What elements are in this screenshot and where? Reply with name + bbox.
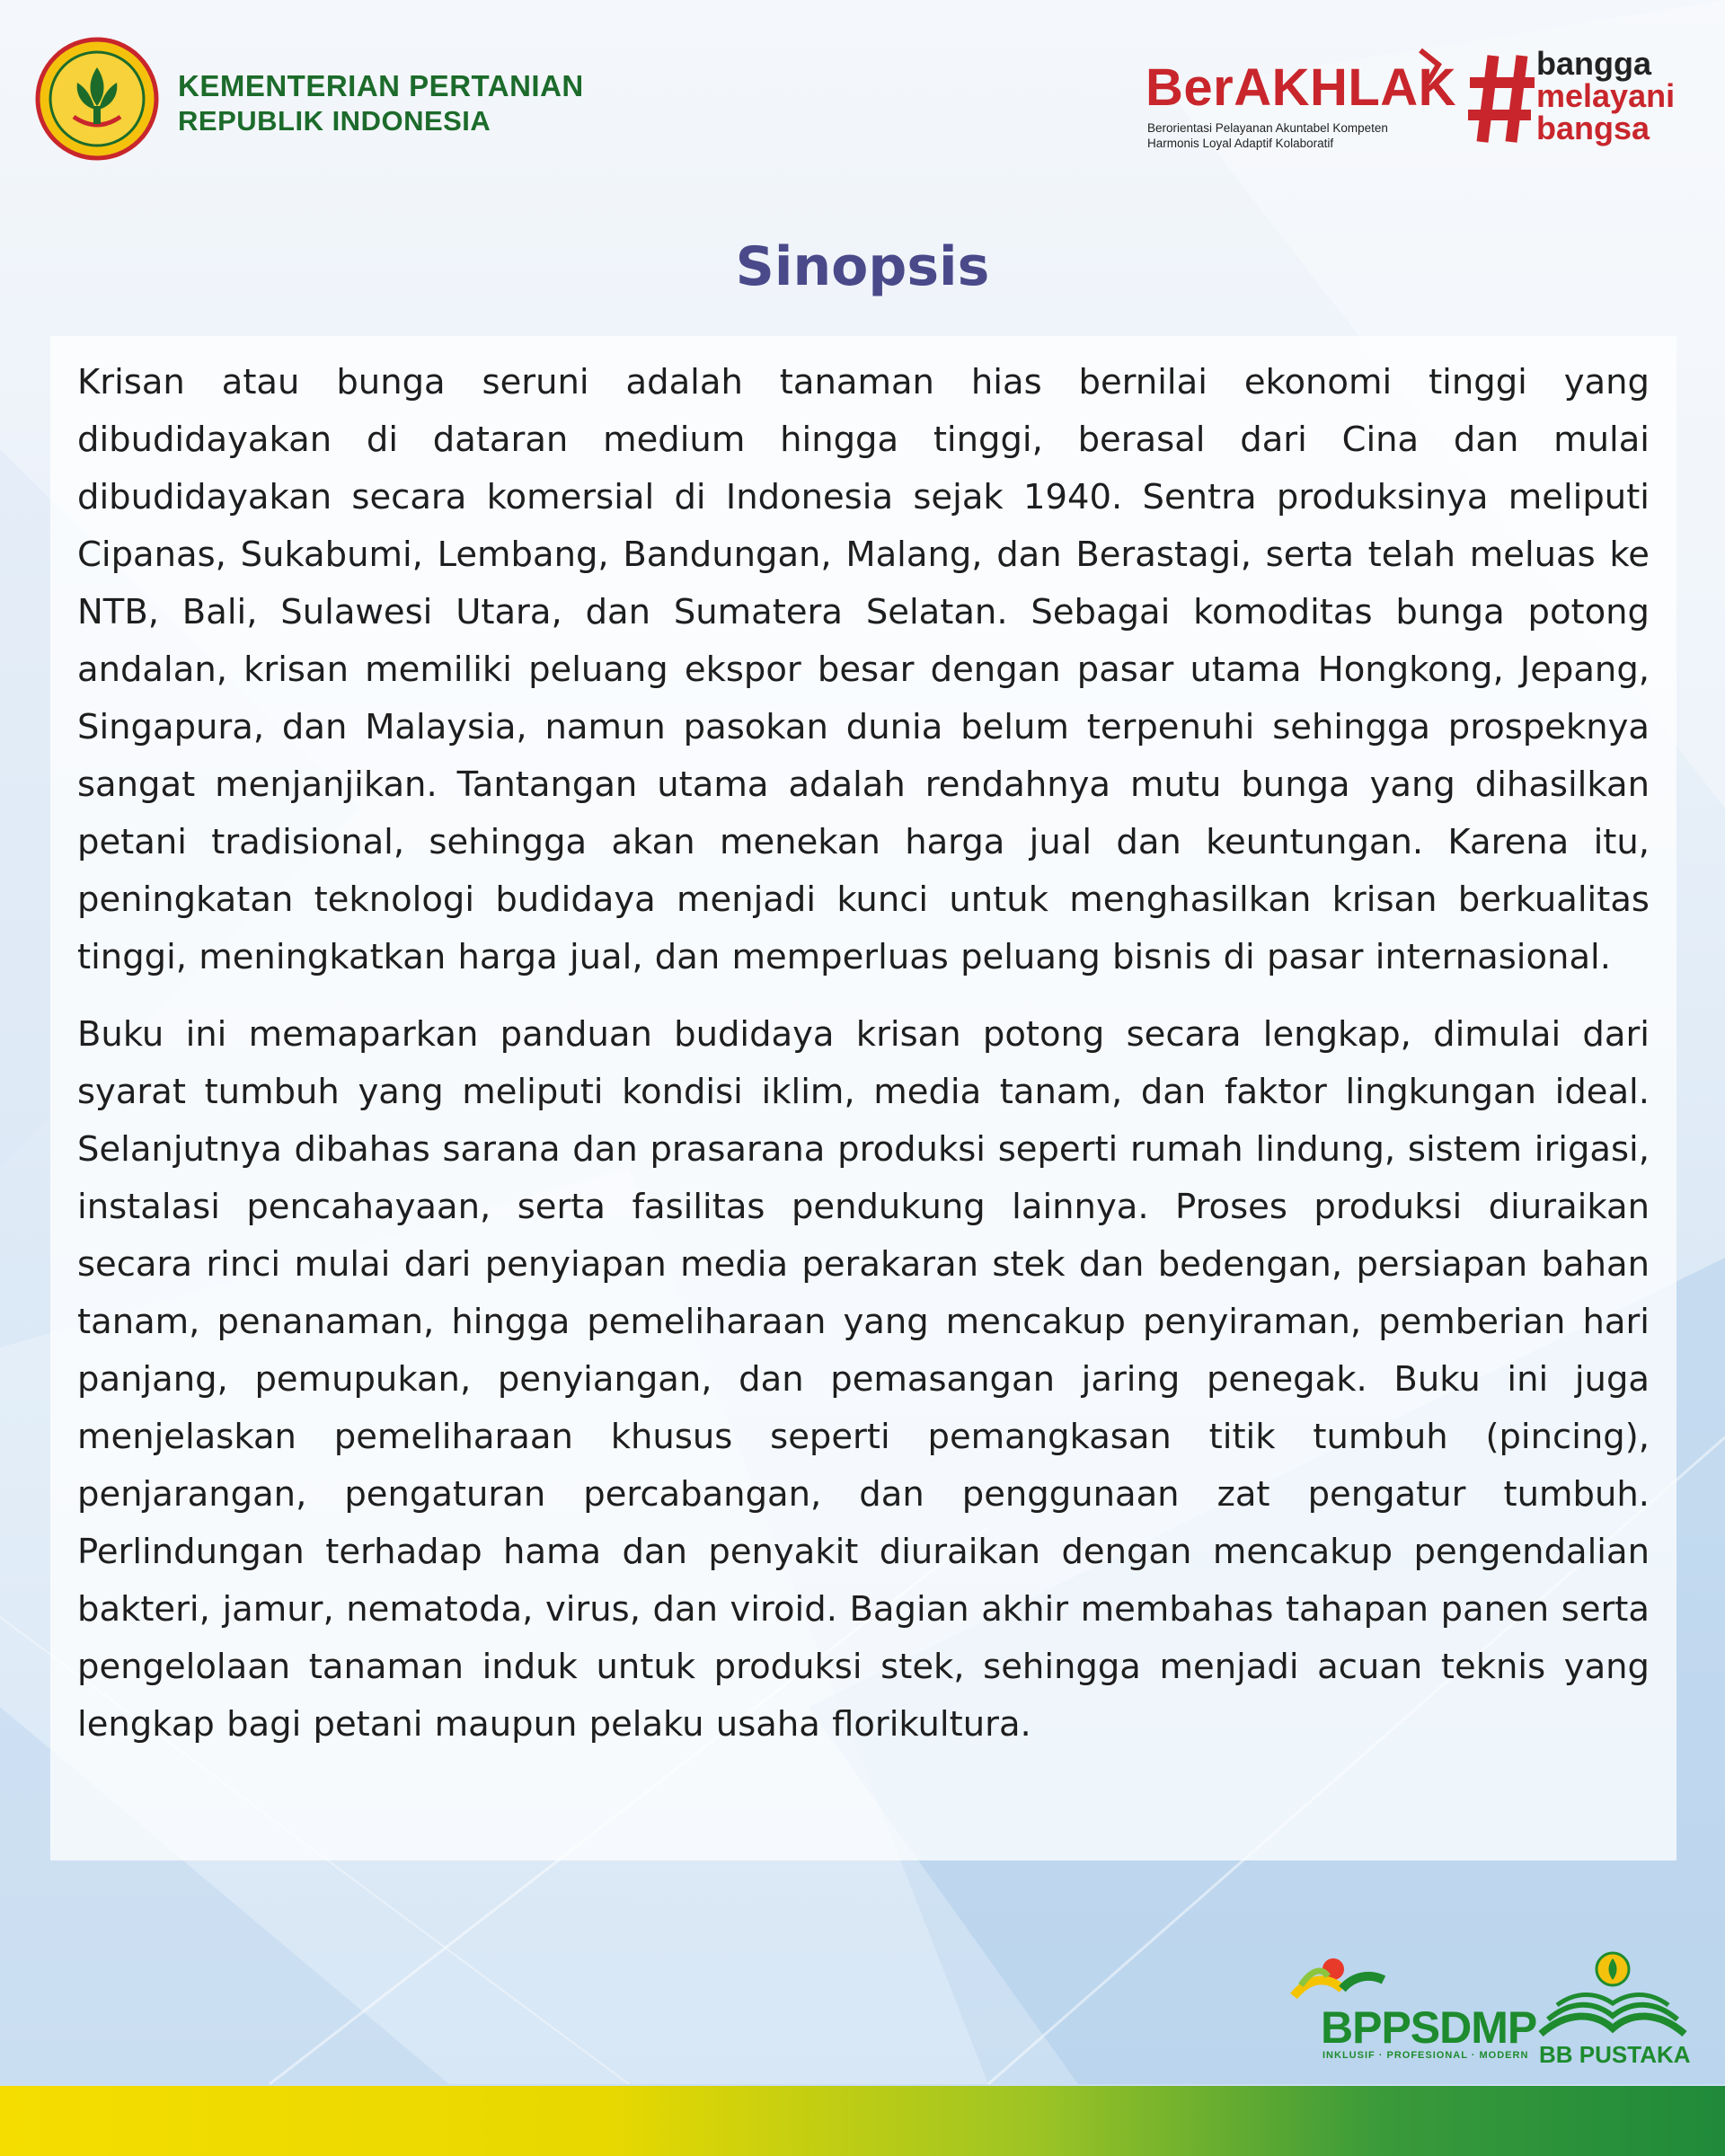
berakhlak-tagline bbox=[1147, 120, 1388, 151]
synopsis-paragraph-2: Buku ini memaparkan panduan budidaya krisan potong secara lengkap, dimulai dari syarat tumbuh yang meliputi kondisi iklim, media tanam, dan faktor lingkungan ideal. Selanjutnya dibahas sarana dan prasarana produksi seperti rumah lindung, sistem irigasi, instalasi pencahayaan, serta fasilitas pendukung lainnya. Proses produksi diuraikan secara rinci mulai dari penyiapan media perakaran stek dan bedengan, persiapan bahan tanam, penanaman, hingga pemeliharaan yang mencakup penyiraman, pemberian hari panjang, pemupukan, penyiangan, dan pemasangan jaring penegak. Buku ini juga menjelaskan pemeliharaan khusus seperti pemangkasan titik tumbuh (pincing), penjarangan, pengaturan percabangan, dan penggunaan zat pengatur tumbuh. Perlindungan terhadap hama dan penyakit diuraikan dengan mencakup pengendalian bakteri, jamur, nematoda, virus, dan viroid. Bagian akhir membahas tahapan panen serta pengelolaan tanaman induk untuk produksi stek, sehingga menjadi acuan teknis yang lengkap bagi petani maupun pelaku usaha florikultura. bbox=[77, 1014, 1650, 1745]
berakhlak-tagline-line1: Berorientasi Pelayanan Akuntabel Kompeten bbox=[1147, 121, 1388, 135]
hashtag-icon bbox=[1466, 49, 1536, 147]
book-icon bbox=[1532, 1948, 1694, 2041]
berakhlak-tagline-line2: Harmonis Loyal Adaptif Kolaboratif bbox=[1147, 137, 1334, 150]
synopsis-paragraph-1: Krisan atau bunga seruni adalah tanaman hias bernilai ekonomi tinggi yang dibudidayakan di dataran medium hingga tinggi, berasal dari Cina dan mulai dibudidayakan secara komersial di Indonesia sejak 1940. Sentra produksinya meliputi Cipanas, Sukabumi, Lembang, Bandungan, Malang, dan Berastagi, serta telah meluas ke NTB, Bali, Sulawesi Utara, dan Sumatera Selatan. Sebagai komoditas bunga potong andalan, krisan memiliki peluang ekspor besar dengan pasar utama Hongkong, Jepang, Singapura, dan Malaysia, namun pasokan dunia belum terpenuhi sehingga prospeknya sangat menjanjikan. Tantangan utama adalah rendahnya mutu bunga yang dihasilkan petani tradisional, sehingga akan menekan harga jual dan keuntungan. Karena itu, peningkatan teknologi budidaya menjadi kunci untuk menghasilkan krisan berkualitas tinggi, meningkatkan harga jual, dan memperluas peluang bisnis di pasar internasional. bbox=[77, 362, 1650, 977]
chevron-icon bbox=[1415, 47, 1446, 86]
bppsdmp-tagline: INKLUSIF · PROFESIONAL · MODERN bbox=[1322, 2050, 1529, 2061]
melayani-word: melayani bbox=[1536, 77, 1676, 114]
bottom-color-bar bbox=[0, 2086, 1725, 2156]
bangga-word: bangga bbox=[1536, 45, 1652, 82]
berakhlak-logo bbox=[1146, 47, 1457, 155]
ministry-name bbox=[178, 68, 584, 138]
kementan-logo bbox=[34, 36, 160, 162]
ministry-line2: REPUBLIK INDONESIA bbox=[178, 105, 491, 137]
bppsdmp-text: BPPSDMP bbox=[1321, 2002, 1537, 2053]
berakhlak-word: BerAKHLAK bbox=[1146, 58, 1457, 117]
bbpustaka-logo bbox=[1532, 1948, 1694, 2068]
header bbox=[0, 0, 1725, 216]
bppsdmp-logo bbox=[1283, 1949, 1537, 2066]
bangsa-word: bangsa bbox=[1536, 110, 1650, 146]
bbpustaka-text: BB PUSTAKA bbox=[1539, 2041, 1691, 2068]
bangga-melayani-logo bbox=[1466, 43, 1700, 151]
synopsis-panel bbox=[50, 336, 1676, 1860]
ministry-line1: KEMENTERIAN PERTANIAN bbox=[178, 69, 584, 102]
page-title: Sinopsis bbox=[735, 235, 990, 298]
